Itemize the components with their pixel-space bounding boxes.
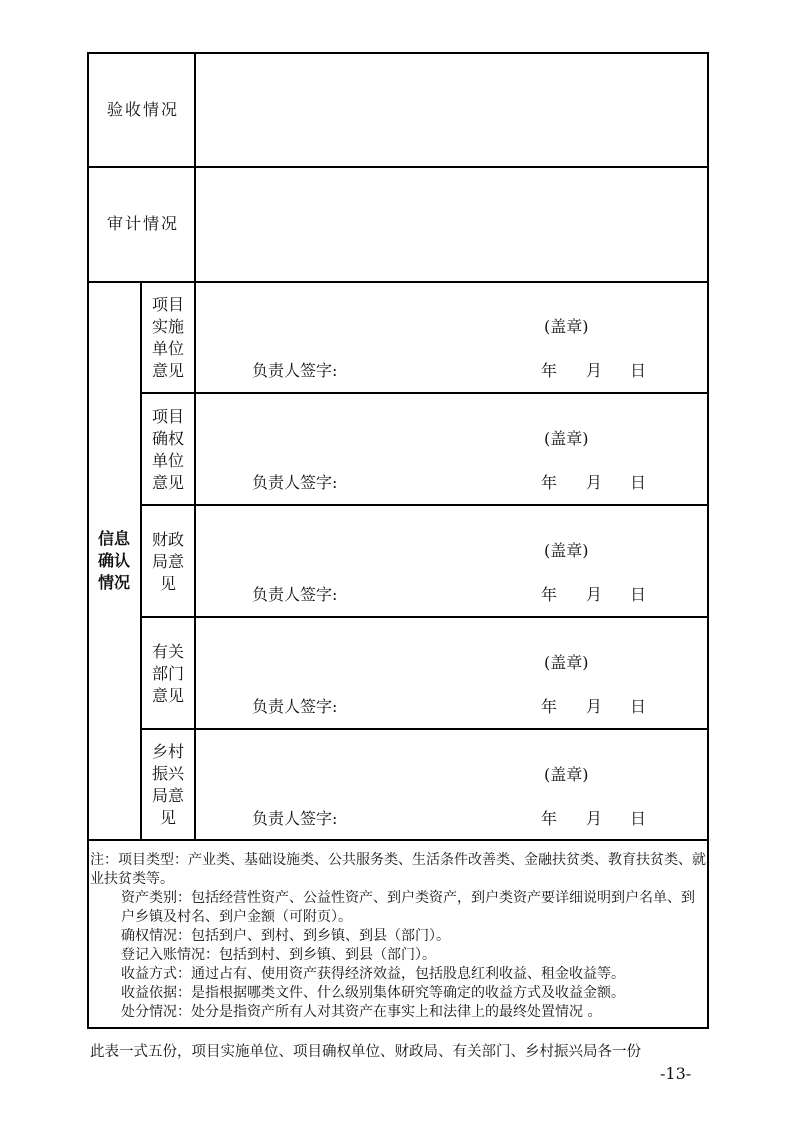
- row-divider: [87, 281, 709, 283]
- stamp-label: (盖章): [544, 653, 589, 672]
- day-label: 日: [630, 585, 647, 604]
- month-label: 月: [586, 361, 603, 380]
- year-label: 年: [541, 809, 558, 828]
- confirm-row-label: 财政局意见: [151, 530, 184, 593]
- year-label: 年: [541, 697, 558, 716]
- column-divider: [194, 52, 196, 840]
- note-line: 收益依据：是指根据哪类文件、什么级别集体研究等确定的收益方式及收益金额。: [121, 985, 625, 1001]
- note-line: 资产类别：包括经营性资产、公益性资产、到户类资产，到户类资产要详细说明到户名单、到户乡镇及村名、到户金额（可附页）。: [121, 890, 695, 925]
- stamp-label: (盖章): [544, 541, 589, 560]
- month-label: 月: [586, 697, 603, 716]
- month-label: 月: [586, 585, 603, 604]
- acceptance-label: 验收情况: [107, 100, 180, 119]
- row-divider: [87, 839, 709, 841]
- day-label: 日: [630, 697, 647, 716]
- signer-label: 负责人签字:: [252, 361, 338, 380]
- signer-label: 负责人签字:: [252, 697, 338, 716]
- day-label: 日: [630, 809, 647, 828]
- row-divider: [141, 616, 709, 618]
- confirm-row-label: 乡村振兴局意见: [151, 742, 184, 827]
- note-line: 收益方式：通过占有、使用资产获得经济效益，包括股息红利收益、租金收益等。: [121, 966, 625, 982]
- signer-label: 负责人签字:: [252, 585, 338, 604]
- column-divider: [140, 282, 142, 840]
- day-label: 日: [630, 473, 647, 492]
- confirm-row-label: 项目确权单位意见: [151, 407, 184, 492]
- day-label: 日: [630, 361, 647, 380]
- confirm-row-label: 项目实施单位意见: [151, 295, 184, 380]
- stamp-label: (盖章): [544, 429, 589, 448]
- note-line: 注：项目类型：产业类、基础设施类、公共服务类、生活条件改善类、金融扶贫类、教育扶贫类、就业扶贫类等。: [90, 852, 706, 887]
- row-divider: [141, 504, 709, 506]
- year-label: 年: [541, 585, 558, 604]
- page-number: -13-: [660, 1064, 692, 1083]
- stamp-label: (盖章): [544, 317, 589, 336]
- confirm-group-label: 信息确认情况: [97, 529, 130, 592]
- month-label: 月: [586, 809, 603, 828]
- note-line: 确权情况：包括到户、到村、到乡镇、到县（部门）。: [121, 928, 450, 944]
- year-label: 年: [541, 361, 558, 380]
- notes-block: [90, 851, 706, 1022]
- audit-label: 审计情况: [107, 214, 180, 233]
- stamp-label: (盖章): [544, 765, 589, 784]
- confirm-row-label: 有关部门意见: [151, 642, 184, 705]
- row-divider: [141, 728, 709, 730]
- note-line: 登记入账情况：包括到村、到乡镇、到县（部门）。: [121, 947, 436, 963]
- signer-label: 负责人签字:: [252, 473, 338, 492]
- row-divider: [87, 166, 709, 168]
- year-label: 年: [541, 473, 558, 492]
- copies-note: 此表一式五份，项目实施单位、项目确权单位、财政局、有关部门、乡村振兴局各一份: [90, 1044, 641, 1060]
- month-label: 月: [586, 473, 603, 492]
- signer-label: 负责人签字:: [252, 809, 338, 828]
- row-divider: [141, 392, 709, 394]
- note-line: 处分情况：处分是指资产所有人对其资产在事实上和法律上的最终处置情况 。: [121, 1004, 602, 1020]
